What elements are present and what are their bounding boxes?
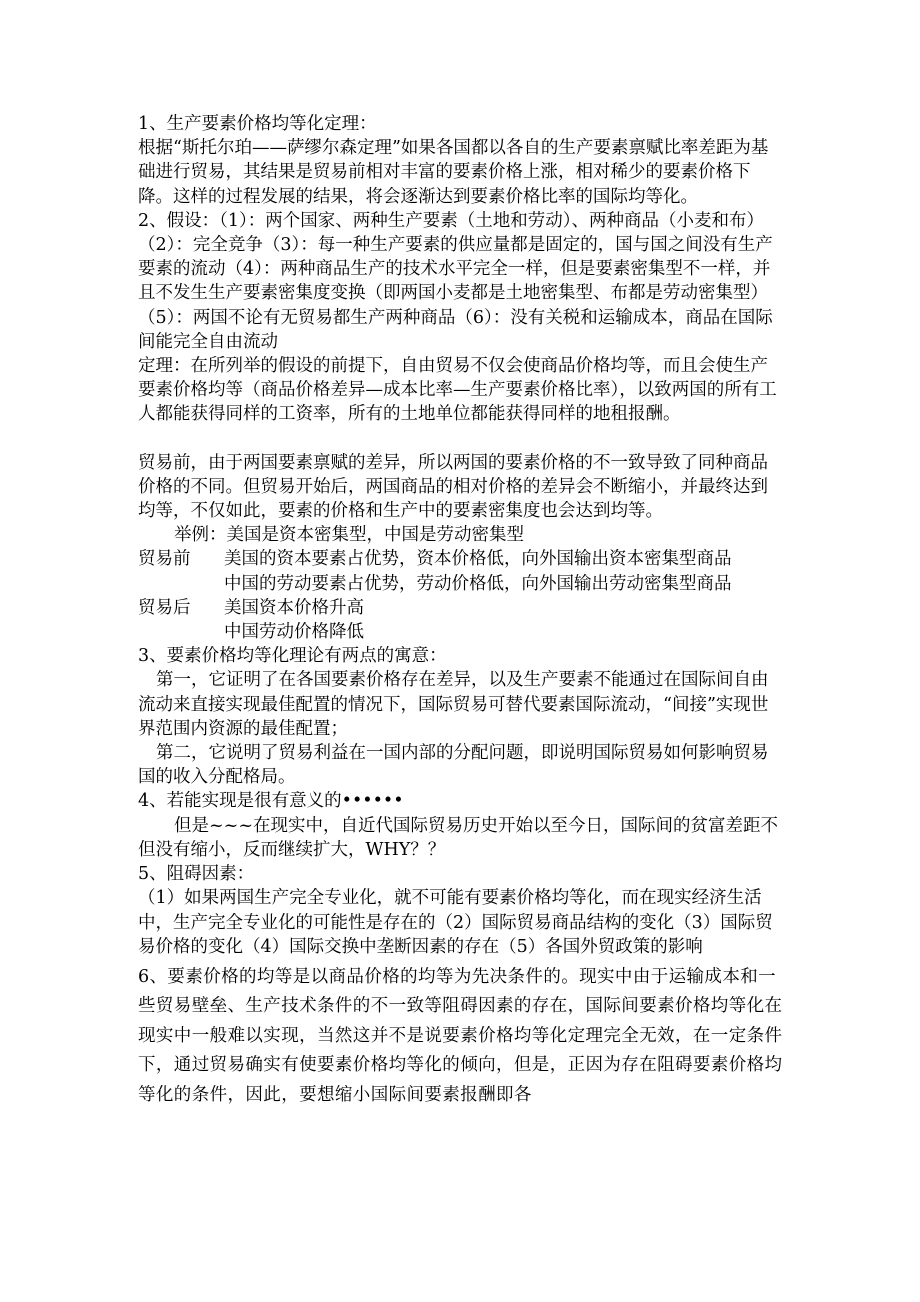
paragraph-gap [138, 427, 784, 451]
section-2-assumptions-1: 2、假设：（1）：两个国家、两种生产要素（土地和劳动）、两种商品（小麦和布） [138, 210, 765, 231]
example-row-text: 美国资本价格升高 [224, 597, 364, 618]
section-3-point-2: 第二，它说明了贸易利益在一国内部的分配问题，即说明国际贸易如何影响贸易国的收入分配格局。 [138, 743, 769, 788]
section-5-body: （1）如果两国生产完全专业化，就不可能有要素价格均等化，而在现实经济生活中，生产完全专业化的可能性是存在的（2）国际贸易商品结构的变化（3）国际贸易价格的变化（4）国际交换中垄断因素的存在（5）各国外贸政策的影响 [138, 888, 773, 957]
section-2-explanation: 贸易前，由于两国要素禀赋的差异，所以两国的要素价格的不一致导致了同种商品价格的不同。但贸易开始后，两国商品的相对价格的差异会不断缩小，并最终达到均等，不仅如此，要素的价格和生产中的要素密集度也会达到均等。 [138, 452, 768, 522]
example-row [138, 572, 784, 596]
example-row-text: 中国的劳动要素占优势，劳动价格低，向外国输出劳动密集型商品 [224, 573, 732, 594]
section-2-assumptions-2: （2）：完全竞争（3）：每一种生产要素的供应量都是固定的，国与国之间没有生产要素的流动（4）：两种商品生产的技术水平完全一样，但是要素密集型不一样，并且不发生生产要素密集度变换（即两国小麦都是土地密集型、布都是劳动密集型）（5）：两国不论有无贸易都生产两种商品（6）：没有关税和运输成本，商品在国际间能完全自由流动 [138, 235, 773, 352]
section-5-heading: 5、阻碍因素： [138, 864, 255, 885]
section-4-body: 但是~~~在现实中，自近代国际贸易历史开始以至今日，国际间的贫富差距不但没有缩小，反而继续扩大，WHY？？ [138, 815, 778, 860]
example-row-label [138, 620, 224, 644]
document-page [138, 112, 784, 1110]
example-row [138, 596, 784, 620]
example-row-label: 贸易前 [138, 549, 191, 570]
example-intro: 举例：美国是资本密集型，中国是劳动密集型 [174, 525, 524, 546]
section-2-theorem: 定理：在所列举的假设的前提下，自由贸易不仅会使商品价格均等，而且会使生产要素价格均等（商品价格差异—成本比率—生产要素价格比率），以致两国的所有工人都能获得同样的工资率，所有的土地单位都能获得同样的地租报酬。 [138, 356, 777, 425]
example-row-text: 美国的资本要素占优势，资本价格低，向外国输出资本密集型商品 [224, 549, 732, 570]
example-row-label: 贸易后 [138, 597, 191, 618]
example-row [138, 547, 784, 571]
section-1-heading: 1、生产要素价格均等化定理： [138, 114, 377, 134]
example-row [138, 620, 784, 644]
section-4-heading: 4、若能实现是很有意义的•••••• [138, 791, 404, 812]
example-row-text: 中国劳动价格降低 [224, 622, 364, 643]
section-1-body: 根据“斯托尔珀——萨缪尔森定理”如果各国都以各自的生产要素禀赋比率差距为基础进行贸易，其结果是贸易前相对丰富的要素价格上涨，相对稀少的要素价格下降。这样的过程发展的结果，将会逐渐达到要素价格比率的国际均等化。 [138, 138, 769, 207]
section-3-heading: 3、要素价格均等化理论有两点的寓意： [138, 646, 447, 667]
section-6-body: 6、要素价格的均等是以商品价格的均等为先决条件的。现实中由于运输成本和一些贸易壁垒、生产技术条件的不一致等阻碍因素的存在，国际间要素价格均等化在现实中一般难以实现，当然这并不是说要素价格均等化定理完全无效，在一定条件下，通过贸易确实有使要素价格均等化的倾向，但是，正因为存在阻碍要素价格均等化的条件，因此，要想缩小国际间要素报酬即各 [138, 966, 783, 1105]
example-row-label [138, 572, 224, 596]
section-3-point-1: 第一，它证明了在各国要素价格存在差异，以及生产要素不能通过在国际间自由流动来直接实现最佳配置的情况下，国际贸易可替代要素国际流动，“间接”实现世界范围内资源的最佳配置； [138, 670, 769, 739]
